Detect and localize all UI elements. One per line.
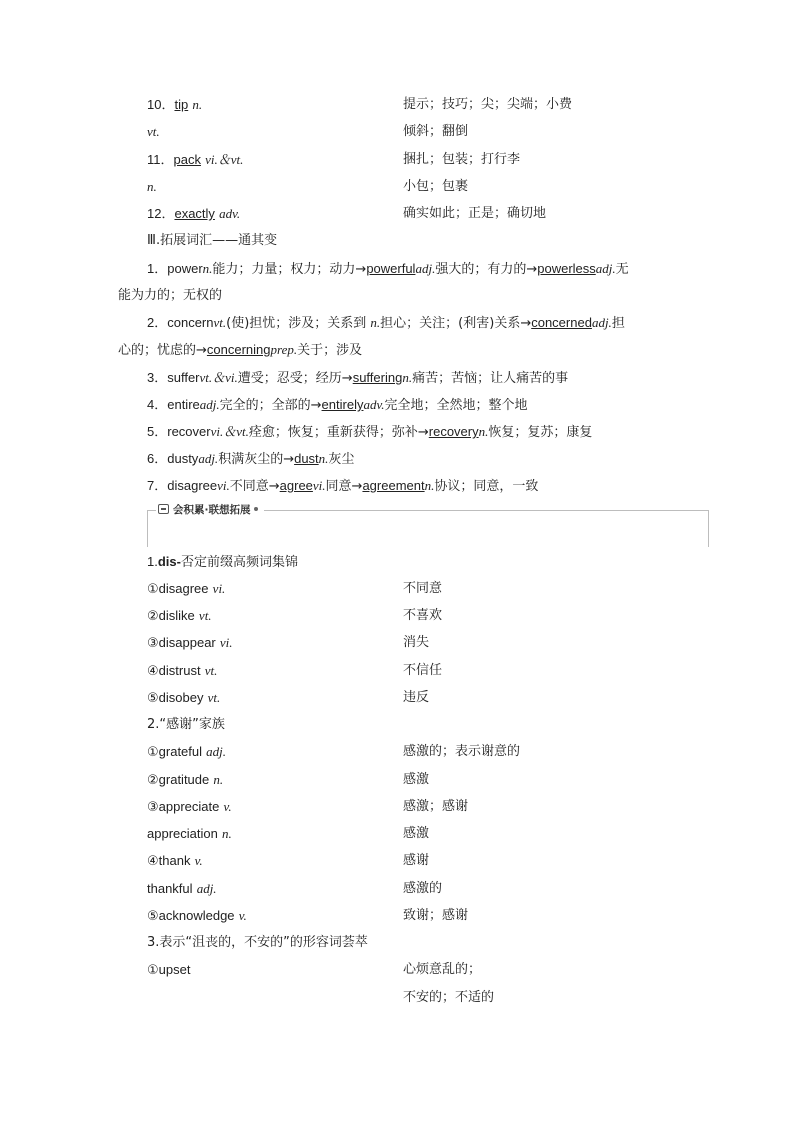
vocab-pos: n. xyxy=(147,179,157,194)
vocab-word: exactly xyxy=(174,206,215,221)
group-row-word: thankful adj. xyxy=(147,881,217,896)
extension-continued: 心的；忧虑的→concerningprep.关于；涉及 xyxy=(118,342,363,358)
group-row-word: ③disappear vi. xyxy=(147,635,233,650)
vocab-word: pack xyxy=(173,152,201,167)
extension-item: 1．powern.能力；力量；权力；动力→powerfuladj.强大的；有力的→powerlessadj.无 xyxy=(147,261,629,277)
extension-item: 7．disagreevi.不同意→agreevi.同意→agreementn.协议；同意，一致 xyxy=(147,478,539,494)
group-row-meaning: 心烦意乱的； xyxy=(403,962,482,977)
group-row-meaning: 违反 xyxy=(403,690,430,705)
group-row-word: ①upset xyxy=(147,962,191,977)
group-row-meaning: 不喜欢 xyxy=(403,608,443,623)
extension-item: 5．recovervi.＆vt.痊愈；恢复；重新获得；弥补→recoveryn.恢复；复苏；康复 xyxy=(147,424,593,440)
group-row-meaning: 不信任 xyxy=(403,663,443,678)
group-row-word: ④thank v. xyxy=(147,853,203,868)
group-row-word: ②dislike vt. xyxy=(147,608,212,623)
vocab-row: 10．tip n. xyxy=(147,97,203,112)
group-row-word: ①disagree vi. xyxy=(147,581,226,596)
extension-item: 4．entireadj.完全的；全部的→entirelyadv.完全地；全然地；整个地 xyxy=(147,397,528,413)
note-icon xyxy=(158,504,169,514)
vocab-meaning: 捆扎；包装；打行李 xyxy=(403,152,521,167)
group-row-word: appreciation n. xyxy=(147,826,232,841)
group-row-word: ②gratitude n. xyxy=(147,772,224,787)
vocab-row: 11．pack vi.＆vt. xyxy=(147,152,244,167)
group-title: 1.dis-否定前缀高频词集锦 xyxy=(147,554,298,570)
group-title: 2.“感谢”家族 xyxy=(147,717,225,732)
group-row-word: ⑤acknowledge v. xyxy=(147,908,247,923)
dot-icon xyxy=(254,507,258,511)
extension-continued: 能为力的；无权的 xyxy=(118,288,223,303)
vocab-meaning: 提示；技巧；尖；尖端；小费 xyxy=(403,97,573,112)
group-row-meaning: 感激的；表示谢意的 xyxy=(403,744,521,759)
group-row-meaning: 感激；感谢 xyxy=(403,799,469,814)
extension-item: 2．concernvt.(使)担忧；涉及；关系到 n.担心；关注；(利害)关系→concernedadj.担 xyxy=(147,315,625,331)
extension-item: 6．dustyadj.积满灰尘的→dustn.灰尘 xyxy=(147,451,355,467)
group-row-meaning: 感激 xyxy=(403,772,430,787)
vocab-word: tip xyxy=(174,97,189,112)
section-title: Ⅲ.拓展词汇——通其变 xyxy=(147,233,278,248)
group-row-word: ③appreciate v. xyxy=(147,799,232,814)
group-row-meaning: 不同意 xyxy=(403,581,443,596)
vocab-row: 12．exactly adv. xyxy=(147,206,241,221)
vocab-pos: vt. xyxy=(147,124,160,139)
group-row-word: ①grateful adj. xyxy=(147,744,227,759)
vocab-meaning: 小包；包裹 xyxy=(403,179,469,194)
info-box-label: 会积累·联想拓展 xyxy=(156,502,264,518)
group-row-meaning: 不安的；不适的 xyxy=(403,990,495,1005)
extension-item: 3．suffervt.＆vi.遭受；忍受；经历→sufferingn.痛苦；苦恼；让人痛苦的事 xyxy=(147,370,569,386)
group-row-word: ⑤disobey vt. xyxy=(147,690,221,705)
group-row-meaning: 感激的 xyxy=(403,881,443,896)
group-row-meaning: 感谢 xyxy=(403,853,430,868)
group-title: 3.表示“沮丧的，不安的”的形容词荟萃 xyxy=(147,935,368,950)
vocab-meaning: 倾斜；翻倒 xyxy=(403,124,469,139)
group-row-meaning: 致谢；感谢 xyxy=(403,908,469,923)
vocab-meaning: 确实如此；正是；确切地 xyxy=(403,206,547,221)
group-row-meaning: 感激 xyxy=(403,826,430,841)
group-row-word: ④distrust vt. xyxy=(147,663,218,678)
group-row-meaning: 消失 xyxy=(403,635,430,650)
